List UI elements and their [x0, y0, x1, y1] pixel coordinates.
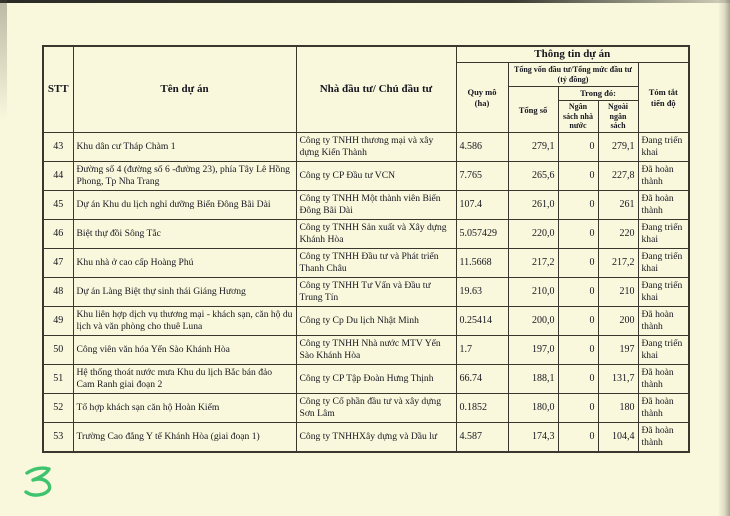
cell-state-budget: 0 [558, 249, 598, 278]
cell-area: 19.63 [456, 278, 508, 307]
header-total: Tổng số [508, 87, 558, 133]
cell-name: Hệ thống thoát nước mưa Khu du lịch Bắc bán đảo Cam Ranh giai đoạn 2 [73, 365, 296, 394]
cell-total: 197,0 [508, 336, 558, 365]
cell-status: Đang triển khai [638, 133, 689, 162]
table-header [43, 46, 689, 133]
cell-status: Đang triển khai [638, 249, 689, 278]
cell-non-budget: 279,1 [598, 133, 638, 162]
cell-stt: 44 [43, 162, 73, 191]
scan-edge-top [0, 0, 730, 3]
header-state-budget: Ngân sách nhà nước [558, 100, 598, 132]
table-row [43, 394, 689, 423]
cell-stt: 43 [43, 133, 73, 162]
cell-area: 4.587 [456, 423, 508, 452]
cell-state-budget: 0 [558, 336, 598, 365]
header-investor: Nhà đầu tư/ Chủ đầu tư [296, 46, 456, 133]
cell-status: Đã hoàn thành [638, 162, 689, 191]
cell-area: 66.74 [456, 365, 508, 394]
cell-status: Đã hoàn thành [638, 394, 689, 423]
cell-name: Dự án Khu du lịch nghỉ dưỡng Biển Đông Bãi Dài [73, 191, 296, 220]
cell-total: 188,1 [508, 365, 558, 394]
cell-state-budget: 0 [558, 162, 598, 191]
cell-area: 107.4 [456, 191, 508, 220]
header-total-investment: Tổng vốn đầu tư/Tổng mức đầu tư (tỷ đồng) [508, 63, 638, 87]
cell-non-budget: 180 [598, 394, 638, 423]
cell-non-budget: 217,2 [598, 249, 638, 278]
cell-total: 220,0 [508, 220, 558, 249]
cell-name: Dự án Làng Biệt thự sinh thái Giáng Hương [73, 278, 296, 307]
cell-total: 200,0 [508, 307, 558, 336]
cell-area: 0.25414 [456, 307, 508, 336]
table-row [43, 307, 689, 336]
header-project-name: Tên dự án [73, 46, 296, 133]
cell-status: Đang triển khai [638, 220, 689, 249]
scan-edge-right-shadow [718, 0, 730, 516]
cell-status: Đã hoàn thành [638, 307, 689, 336]
cell-state-budget: 0 [558, 133, 598, 162]
cell-stt: 49 [43, 307, 73, 336]
cell-status: Đã hoàn thành [638, 423, 689, 452]
cell-name: Công viên văn hóa Yến Sào Khánh Hòa [73, 336, 296, 365]
table-body [43, 133, 689, 452]
table-row [43, 162, 689, 191]
projects-table [42, 45, 690, 453]
cell-non-budget: 210 [598, 278, 638, 307]
cell-investor: Công ty TNHH Tư Vấn và Đầu tư Trung Tín [296, 278, 456, 307]
cell-non-budget: 104,4 [598, 423, 638, 452]
cell-non-budget: 220 [598, 220, 638, 249]
cell-state-budget: 0 [558, 307, 598, 336]
cell-area: 5.057429 [456, 220, 508, 249]
cell-non-budget: 200 [598, 307, 638, 336]
header-stt: STT [43, 46, 73, 133]
header-of-which: Trong đó: [558, 87, 638, 100]
cell-name: Tổ hợp khách sạn căn hộ Hoàn Kiếm [73, 394, 296, 423]
cell-non-budget: 227,8 [598, 162, 638, 191]
cell-total: 180,0 [508, 394, 558, 423]
cell-stt: 50 [43, 336, 73, 365]
table-row [43, 423, 689, 452]
cell-stt: 48 [43, 278, 73, 307]
cell-area: 1.7 [456, 336, 508, 365]
cell-state-budget: 0 [558, 394, 598, 423]
header-area: Quy mô (ha) [456, 63, 508, 133]
table-row [43, 365, 689, 394]
cell-status: Đang triển khai [638, 278, 689, 307]
cell-area: 7.765 [456, 162, 508, 191]
cell-name: Biệt thự đồi Sông Tắc [73, 220, 296, 249]
cell-name: Khu nhà ở cao cấp Hoàng Phú [73, 249, 296, 278]
cell-total: 210,0 [508, 278, 558, 307]
cell-total: 265,6 [508, 162, 558, 191]
cell-status: Đã hoàn thành [638, 365, 689, 394]
cell-non-budget: 197 [598, 336, 638, 365]
cell-area: 4.586 [456, 133, 508, 162]
cell-stt: 46 [43, 220, 73, 249]
cell-investor: Công ty TNHH Sản xuất và Xây dựng Khánh Hòa [296, 220, 456, 249]
cell-name: Khu liên hợp dịch vụ thương mại - khách sạn, căn hộ du lịch và văn phòng cho thuê Luna [73, 307, 296, 336]
cell-name: Trường Cao đẳng Y tế Khánh Hòa (giai đoạn 1) [73, 423, 296, 452]
cell-non-budget: 261 [598, 191, 638, 220]
cell-status: Đang triển khai [638, 336, 689, 365]
table-row [43, 133, 689, 162]
cell-state-budget: 0 [558, 191, 598, 220]
cell-stt: 53 [43, 423, 73, 452]
table-row [43, 191, 689, 220]
cell-state-budget: 0 [558, 278, 598, 307]
header-progress-summary: Tóm tắt tiến độ [638, 63, 689, 133]
cell-investor: Công ty TNHHXây dựng và Dầu lư [296, 423, 456, 452]
cell-investor: Công ty TNHH Nhà nước MTV Yến Sào Khánh Hòa [296, 336, 456, 365]
handwritten-page-number-3-icon [20, 462, 62, 508]
table-row [43, 278, 689, 307]
cell-total: 217,2 [508, 249, 558, 278]
cell-stt: 45 [43, 191, 73, 220]
header-non-budget: Ngoài ngân sách [598, 100, 638, 132]
cell-name: Đường số 4 (đường số 6 -đường 23), phía Tây Lê Hồng Phong, Tp Nha Trang [73, 162, 296, 191]
cell-investor: Công ty Cổ phần đầu tư và xây dựng Sơn Lâm [296, 394, 456, 423]
cell-investor: Công ty TNHH Một thành viên Biển Đông Bãi Dài [296, 191, 456, 220]
cell-investor: Công ty CP Tập Đoàn Hưng Thịnh [296, 365, 456, 394]
table-row [43, 336, 689, 365]
cell-total: 261,0 [508, 191, 558, 220]
cell-area: 0.1852 [456, 394, 508, 423]
cell-total: 174,3 [508, 423, 558, 452]
header-project-info: Thông tin dự án [456, 46, 689, 63]
cell-investor: Công ty CP Đầu tư VCN [296, 162, 456, 191]
cell-state-budget: 0 [558, 365, 598, 394]
cell-name: Khu dân cư Tháp Chàm 1 [73, 133, 296, 162]
table-row [43, 220, 689, 249]
cell-status: Đã hoàn thành [638, 191, 689, 220]
cell-stt: 47 [43, 249, 73, 278]
cell-state-budget: 0 [558, 220, 598, 249]
scan-edge-left [0, 0, 7, 120]
cell-state-budget: 0 [558, 423, 598, 452]
table-row [43, 249, 689, 278]
projects-table-container [42, 45, 690, 453]
cell-investor: Công ty Cp Du lịch Nhật Minh [296, 307, 456, 336]
cell-investor: Công ty TNHH Đầu tư và Phát triển Thanh Châu [296, 249, 456, 278]
cell-area: 11.5668 [456, 249, 508, 278]
cell-investor: Công ty TNHH thương mại và xây dựng Kiến Thành [296, 133, 456, 162]
cell-stt: 52 [43, 394, 73, 423]
cell-total: 279,1 [508, 133, 558, 162]
cell-non-budget: 131,7 [598, 365, 638, 394]
cell-stt: 51 [43, 365, 73, 394]
